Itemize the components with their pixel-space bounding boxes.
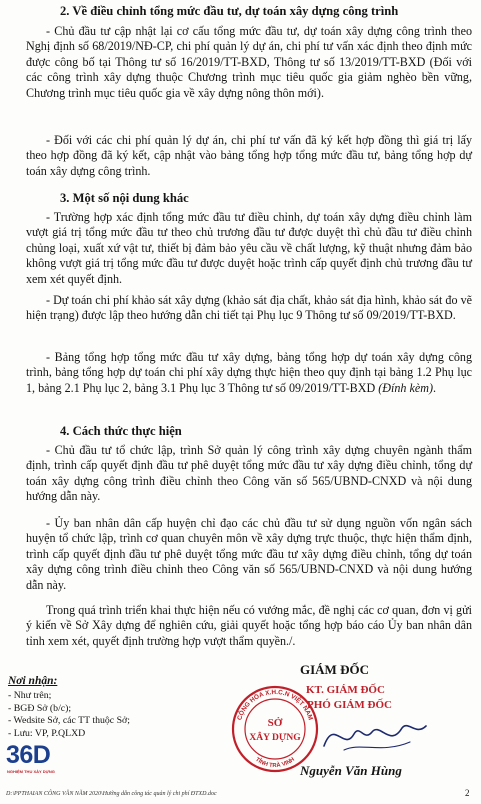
recipients-list [8, 690, 130, 740]
section-2-heading: 2. Về điều chỉnh tổng mức đầu tư, dự toán xây dựng công trình [60, 4, 399, 18]
official-seal [230, 684, 320, 774]
recipient-item: - BGĐ Sở (b/c); [8, 702, 72, 714]
page-number: 2 [465, 788, 470, 798]
section-4-paragraph-1: - Chủ đầu tư tổ chức lập, trình Sở quản lý công trình xây dựng chuyên ngành thẩm định, trình cấp quyết định đầu tư phê duyệt tổng mức đầu tư xây dựng điều chỉnh, tổng dự toán xây dựng công trình điều chỉnh theo Công văn số 565/UBND-CNXD và nội dung hướng dẫn này. [26, 443, 472, 504]
seal-center-line-2: XÂY DỰNG [249, 733, 301, 743]
signer-name: Nguyễn Văn Hùng [300, 763, 402, 778]
seal-ring-text: CỘNG HÒA X.H.C.N VIỆT NAM [236, 688, 314, 722]
stamp-deputy-line-2: PHÓ GIÁM ĐỐC [307, 699, 392, 711]
section-4-paragraph-2: - Ủy ban nhân dân cấp huyện chỉ đạo các chủ đầu tư sử dụng nguồn vốn ngân sách huyện tổ chức lập, trình cơ quan chuyên môn về xây dựng trực thuộc, thực hiện thẩm định, trình cấp quyết định đầu tư phê duyệt tổng mức đầu tư xây dựng điều chỉnh, tổng dự toán xây dựng công trình điều chỉnh theo Công văn số 565/UBND-CNXD và nội dung hướng dẫn này. [26, 516, 472, 592]
logo-text: 36D [6, 741, 51, 769]
recipients-title: Nơi nhận: [8, 675, 58, 687]
logo-tagline: NGHIỆM THU XÂY DỰNG [7, 769, 55, 774]
section-3-paragraph-2: - Dự toán chi phí khảo sát xây dựng (khảo sát địa chất, khảo sát địa hình, khảo sát đo vẽ hiện trạng) được lập theo hướng dẫn chi tiết tại Phụ lục 9 Thông tư số 09/2019/TT-BXD. [26, 293, 472, 323]
company-logo [6, 742, 70, 778]
section-2-paragraph-2: - Đối với các chi phí quản lý dự án, chi phí tư vấn đã ký kết hợp đồng thì giá trị lấy theo hợp đồng đã ký kết, cập nhật vào bảng tổng hợp tổng mức đầu tư, bảng tổng hợp dự toán xây dựng công trình. [26, 133, 472, 178]
seal-center-line-1: SỞ [267, 717, 283, 729]
section-2-paragraph-1: - Chủ đầu tư cập nhật lại cơ cấu tổng mức đầu tư, dự toán xây dựng công trình theo Nghị định số 68/2019/NĐ-CP, chi phí quản lý dự án, chi phí tư vấn xác định theo định mức được công bố tại Thông tư số 16/2019/TT-BXD, Thông tư số 13/2019/TT-BXD (Đối với các công trình xây dựng thuộc Chương trình mục tiêu quốc gia giảm nghèo bền vững, Chương trình mục tiêu quốc gia về xây dựng nông thôn mới). [26, 24, 472, 100]
stamp-deputy-line-1: KT. GIÁM ĐỐC [306, 684, 385, 696]
section-3-heading: 3. Một số nội dung khác [60, 191, 189, 205]
section-3-paragraph-3 [26, 350, 472, 396]
recipient-item: - Như trên; [8, 690, 52, 701]
attachment-note: (Đính kèm) [378, 380, 433, 395]
seal-bottom-text: TỈNH TRÀ VINH [254, 756, 296, 770]
section-4-heading: 4. Cách thức thực hiện [60, 424, 182, 438]
recipient-item: - Lưu: VP, P.QLXD [8, 727, 86, 739]
section-3-paragraph-1: - Trường hợp xác định tổng mức đầu tư điều chỉnh, dự toán xây dựng điều chỉnh làm vượt giá trị tổng mức đầu tư theo chủ trương đầu tư được duyệt thì chủ đầu tư điều chỉnh chủng loại, xuất xứ vật tư, thiết bị đảm bảo yêu cầu về chất lượng, kỹ thuật nhưng đảm bảo không vượt giá trị tổng mức đầu tư được duyệt hoặc trình cấp quyết định chủ trương đầu tư xem xét quyết định. [26, 210, 472, 286]
section-3-paragraph-3-text: - Bảng tổng hợp tổng mức đầu tư xây dựng, bảng tổng hợp dự toán xây dựng công trình, bảng tổng hợp dự toán chi phí xây dựng thực hiện theo quy định tại bảng 1.2 Phụ lục 1, bảng 2.1 Phụ lục 2, bảng 3.1 Phụ lục 3 Thông tư số 09/2019/TT-BXD [26, 350, 472, 395]
closing-paragraph: Trong quá trình triển khai thực hiện nếu có vướng mắc, đề nghị các cơ quan, đơn vị gửi ý kiến về Sở Xây dựng để nghiên cứu, giải quyết hoặc tổng hợp báo cáo Ủy ban nhân dân tỉnh xem xét, quyết định trường hợp vượt thẩm quyền./. [26, 603, 472, 648]
section-3-paragraph-3-end: . [432, 380, 437, 395]
signer-title: GIÁM ĐỐC [300, 662, 369, 677]
recipient-item: - Wedsite Sở, các TT thuộc Sở; [8, 715, 130, 727]
handwritten-signature [320, 712, 430, 760]
footer-file-path: D:\PPTHAIAN CÔNG VĂN NĂM 2020\Hướng dẫn công tác quản lý chi phí ĐTXD.doc [6, 791, 217, 797]
